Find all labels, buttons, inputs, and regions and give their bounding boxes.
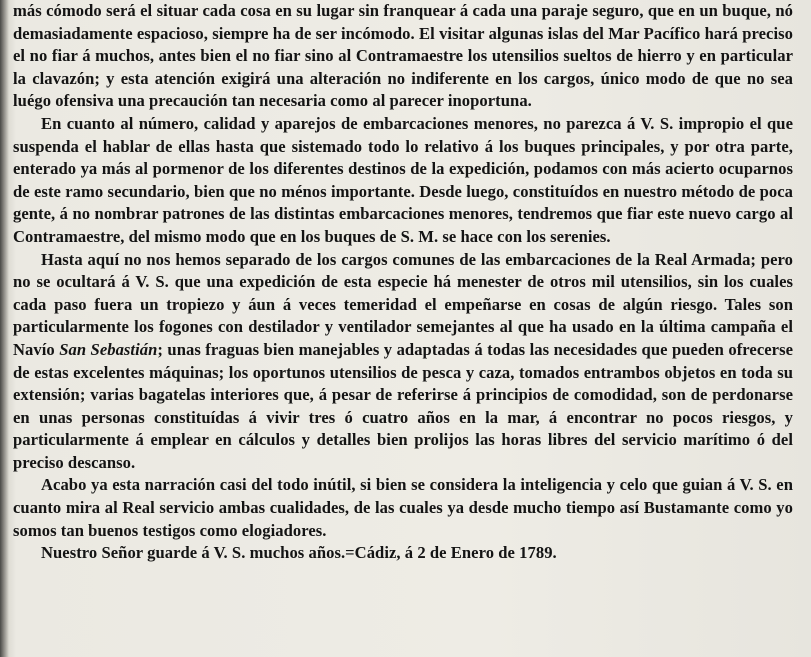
ship-name-italic: San Sebastián [59,339,158,359]
closing-salutation: Nuestro Señor guarde á V. S. muchos años.=Cádiz, á 2 de Enero de 1789. [41,543,557,563]
closing-line [13,542,793,565]
paragraph-3-text-after: ; unas fraguas bien manejables y adaptadas á todas las necesidades que pueden ofrecerse de estas excelentes máquinas; los oportunos utensilios de pesca y caza, tomados entrambos objetos en toda su extensión; varias bagatelas interiores que, á pesar de referirse á principios de comodidad, son de perdonarse en unas personas constituídas á vivir tres ó cuatro años en la mar, á encontrar no pocos riesgos, y particularmente á emplear en cálculos y detalles bien prolijos las horas libres del servicio marítimo ó del preciso descanso. [13,339,793,472]
page-bottom-margin [10,620,810,657]
paragraph-2: En cuanto al número, calidad y aparejos de embarcaciones menores, no parezca á V. S. impropio el que suspenda el hablar de ellas hasta que sistemado todo lo relativo á los buques principales, y por otra parte, enterado ya más al pormenor de los diferentes destinos de la expedición, podamos con más acierto ocuparnos de este ramo secundario, bien que no ménos importante. Desde luego, constituídos en nuestro método de poca gente, á no nombrar patrones de las distintas embarcaciones menores, tendremos que fiar este nuevo cargo al Contramaestre, del mismo modo que en los buques de S. M. se hace con los serenies. [13,113,793,246]
paragraph-3 [13,249,793,475]
paragraph-3-text-before: Hasta aquí no nos hemos separado de los cargos comunes de las embarcaciones de la Real Armada; pero no se ocultará á V. S. que una expedición de esta especie há menester de otros mil utensilios, sin los cuales cada paso fuera un tropiezo y áun á veces temeridad el empeñarse en cosas de algún riesgo. Tales son particularmente los fogones con destilador y ventilador semejantes al que ha usado en la última campaña el Navío [13,249,793,359]
paragraph-4: Acabo ya esta narración casi del todo inútil, si bien se considera la inteligencia y celo que guian á V. S. en cuanto mira al Real servicio ambas cualidades, de las cuales ya desde mucho tiempo así Bustamante como yo somos tan buenos testigos como elogiadores. [13,475,793,540]
document-body [13,0,793,565]
paragraph-1: más cómodo será el situar cada cosa en su lugar sin franquear á cada una paraje seguro, que en un buque, nó demasiadamente espacioso, siempre ha de ser incómodo. El visitar algunas islas del Mar Pacífico hará preciso el no fiar á muchos, antes bien el no fiar sino al Contramaestre los utensilios sueltos de hierro y en particular la clavazón; y esta atención exigirá una alteración no indiferente en los cargos, único modo de que no sea luégo ofensiva una precaución tan necesaria como al parecer inoportuna. [13,1,793,111]
